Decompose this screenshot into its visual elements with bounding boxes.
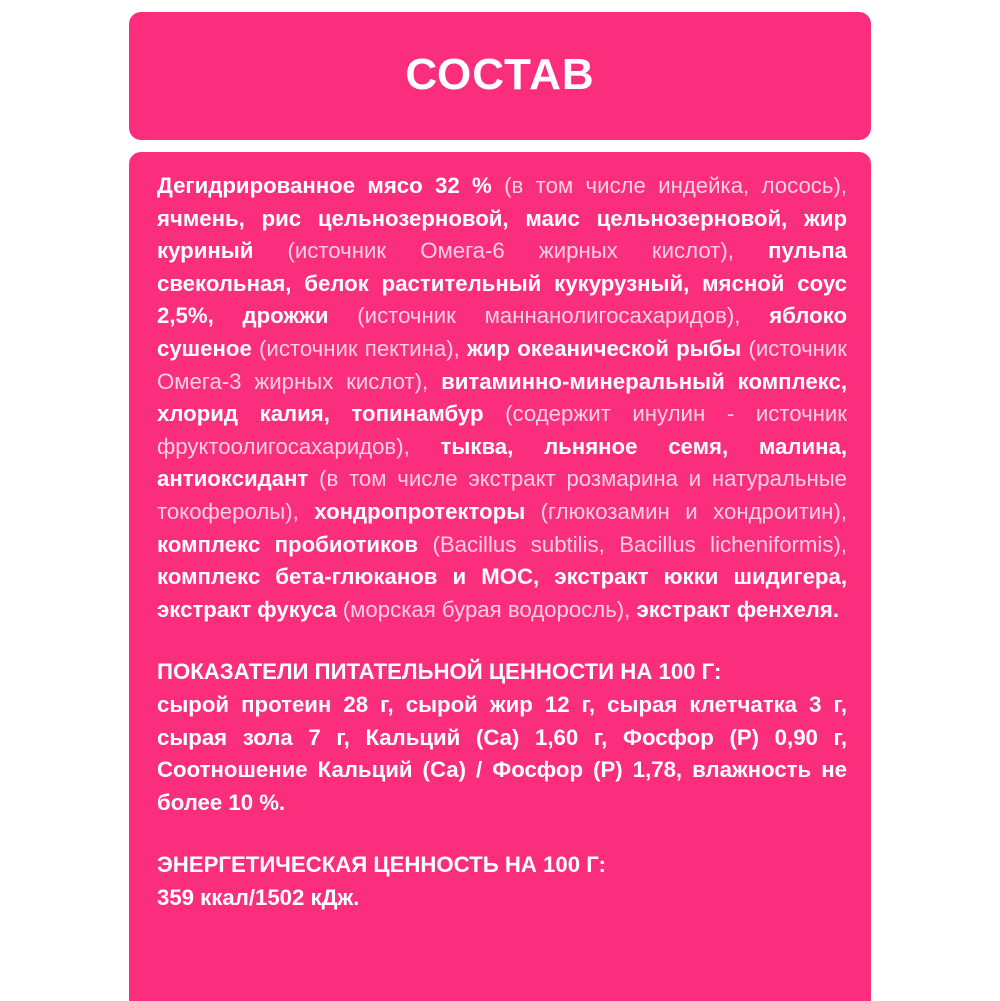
ingredient-bold: пульпа свекольная, белок растительный кукурузный, мясной соус 2,5%, дрожжи [157,238,847,329]
energy-heading: ЭНЕРГЕТИЧЕСКАЯ ЦЕННОСТЬ НА 100 Г: [157,852,606,878]
ingredient-note: (в том числе индейка, лосось), [491,173,847,198]
composition-text [157,170,847,626]
header-banner [129,12,871,140]
content-panel [129,152,871,1001]
energy-block [157,849,847,914]
ingredient-bold: экстракт фенхеля. [636,596,839,622]
ingredient-bold: хондропротекторы [314,498,526,524]
ingredient-bold: тыква, льняное семя, малина, антиоксидант [157,433,847,492]
ingredient-bold: витаминно-минеральный комплекс, хлорид калия, топинамбур [157,368,847,427]
ingredient-note: (источник Омега-3 жирных кислот), [157,335,847,394]
energy-value: 359 ккал/1502 кДж. [157,884,360,910]
content-body [157,170,847,914]
ingredient-bold: Дегидрированное мясо 32 % [157,173,492,198]
ingredient-bold: комплекс бета-глюканов и МОС, экстракт юкки шидигера, экстракт фукуса [157,564,847,622]
ingredient-note: (Bacillus subtilis, Bacillus licheniformis), [418,531,847,557]
nutrition-values: сырой протеин 28 г, сырой жир 12 г, сырая клетчатка 3 г, сырая зола 7 г, Кальций (Са) 1,60 г, Фосфор (Р) 0,90 г, Соотношение Кальций (Са) / Фосфор (Р) 1,78, влажность не более 10 %. [157,691,847,815]
ingredient-bold: комплекс пробиотиков [157,531,419,557]
ingredient-note: (морская бурая водоросль), [336,596,637,622]
nutrition-block [157,656,847,819]
ingredient-note: (в том числе экстракт розмарина и натуральные токоферолы), [157,466,847,524]
ingredient-note: (источник маннанолигосахаридов), [328,303,770,329]
ingredient-bold: жир океанической рыбы [467,335,742,361]
ingredient-note: (источник пектина), [251,335,468,361]
ingredient-bold: ячмень, рис цельнозерновой, маис цельнозерновой, жир куриный [157,205,847,264]
ingredient-bold: яблоко сушеное [157,303,848,361]
page-title: СОСТАВ [405,50,595,99]
ingredient-note: (глюкозамин и хондроитин), [525,498,847,524]
ingredient-note: (источник Омега-6 жирных кислот), [253,238,769,264]
nutrition-heading: ПОКАЗАТЕЛИ ПИТАТЕЛЬНОЙ ЦЕННОСТИ НА 100 Г: [157,659,722,685]
ingredient-note: (содержит инулин - источник фруктоолигосахаридов), [157,401,847,459]
